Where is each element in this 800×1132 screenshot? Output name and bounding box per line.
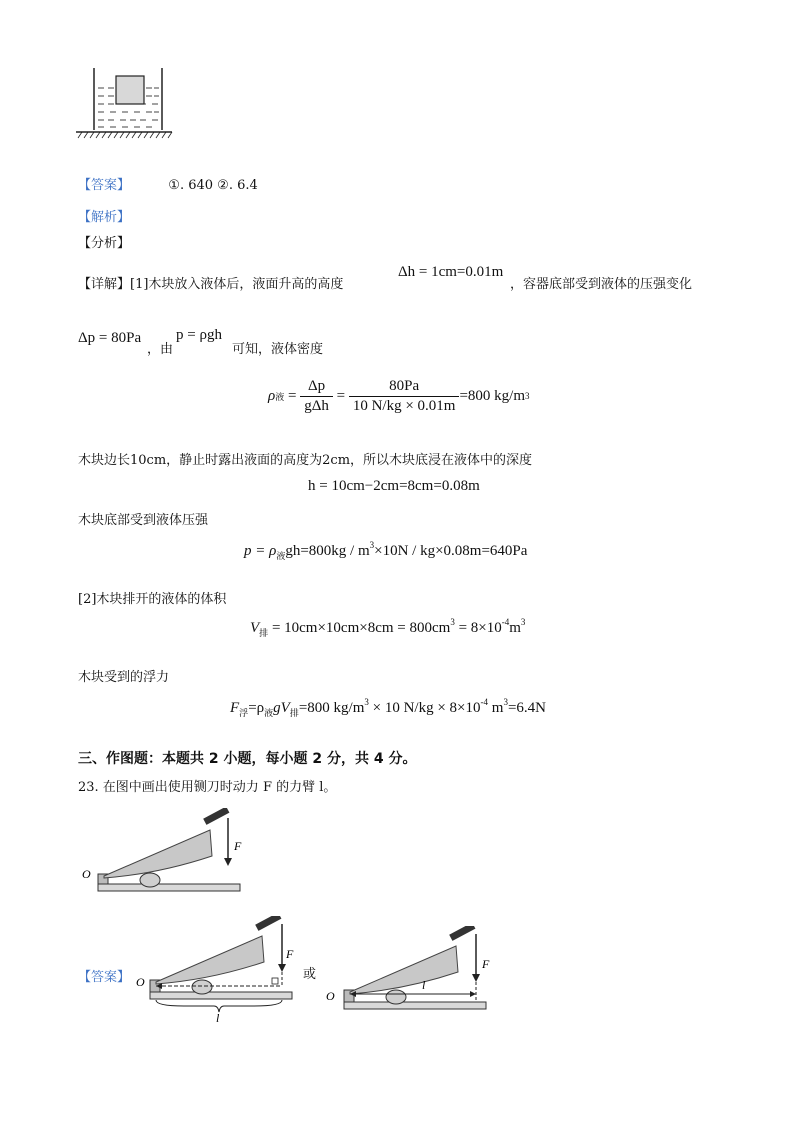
f-exp-3: 3	[503, 697, 508, 707]
p-eq-rhs: ×10N / kg×0.08m=640Pa	[374, 543, 528, 559]
f-mid4: × 10 N/kg × 8×10	[368, 700, 481, 716]
answer-values: ①. 640 ②. 6.4	[168, 178, 258, 193]
right-angle-mark	[272, 978, 278, 984]
detail-tag: 【详解】	[78, 277, 131, 292]
rho-result: =800 kg/m	[459, 387, 525, 404]
v-subscript: 排	[259, 628, 269, 638]
v-symbol: V	[250, 620, 260, 636]
label-f: F	[482, 957, 490, 971]
rho-subscript: 液	[275, 391, 285, 402]
arm-arrow-right	[470, 991, 476, 997]
volume-text: [2]木块排开的液体的体积	[78, 592, 227, 607]
p-eq-mid: gh=800kg / m	[285, 543, 370, 559]
label-f: F	[286, 947, 294, 961]
base-plate	[98, 884, 240, 891]
v-mid2: = 8×10	[454, 620, 502, 636]
q23-question: 23. 在图中画出使用铡刀时动力 F 的力臂 l。	[78, 780, 337, 795]
f-symbol: F	[230, 700, 240, 716]
frac2-denominator: 10 N/kg × 0.01m	[352, 397, 456, 414]
detail-line1-a: [1]木块放入液体后，液面升高的高度	[130, 277, 344, 292]
pressure-text: 木块底部受到液体压强	[78, 513, 209, 528]
pressure-equation	[244, 540, 527, 562]
buoyancy-equation	[230, 697, 546, 719]
volume-equation	[250, 617, 525, 639]
v-exp-1: 3	[450, 617, 455, 627]
delta-p-equation: Δp = 80Pa	[78, 330, 142, 346]
base-plate	[150, 992, 292, 999]
force-arrow-head	[278, 964, 286, 972]
label-o: O	[136, 975, 145, 989]
f-subscript-2: 液	[264, 708, 274, 718]
ground-hatch	[78, 132, 172, 138]
wooden-block	[116, 76, 144, 104]
v-exp-3: 3	[520, 617, 526, 627]
v-unit: m	[509, 620, 521, 636]
rho-symbol: ρ	[268, 387, 276, 404]
label-o: O	[82, 867, 91, 881]
analysis-tag: 【解析】	[78, 210, 131, 225]
handle	[203, 808, 229, 825]
container-block-figure	[68, 62, 178, 144]
force-arrow-head	[224, 858, 232, 866]
detail-line2-a: ，由	[147, 342, 174, 357]
f-mid5: m	[488, 700, 504, 716]
f-mid3: =800 kg/m	[298, 700, 365, 716]
roller	[386, 990, 406, 1004]
section3-heading: 三、作图题：本题共 2 小题，每小题 2 分，共 4 分。	[78, 751, 417, 767]
answer-figure-2	[322, 926, 490, 1018]
label-f: F	[234, 839, 242, 853]
buoyancy-text: 木块受到的浮力	[78, 670, 170, 685]
blade	[156, 936, 264, 984]
f-subscript: 浮	[239, 708, 249, 718]
p-eq-subscript: 液	[276, 551, 286, 561]
f-exp-2: -4	[480, 697, 489, 707]
roller	[140, 873, 160, 887]
detail-line-1	[78, 276, 343, 294]
block-depth-text: 木块边长10cm，静止时露出液面的高度为2cm，所以木块底浸在液体中的深度	[78, 453, 533, 468]
or-text: 或	[303, 967, 317, 982]
detail-line2-b: 可知，液体密度	[232, 342, 324, 357]
blade	[104, 830, 212, 878]
label-l: l	[216, 1011, 220, 1024]
v-exp-2: -4	[501, 617, 510, 627]
base-plate	[344, 1002, 486, 1009]
handle	[255, 916, 281, 931]
fenxi-tag: 【分析】	[78, 236, 131, 251]
p-eq-exponent: 3	[369, 540, 375, 550]
answer-figure-1	[134, 916, 296, 1024]
frac1-numerator: Δp	[300, 378, 333, 397]
guillotine-figure	[78, 808, 246, 900]
formula-p-rho-g-h: p = ρgh	[176, 327, 222, 343]
depth-equation: h = 10cm−2cm=8cm=0.08m	[308, 478, 480, 494]
delta-h-equation: Δh = 1cm=0.01m	[398, 264, 504, 280]
roller	[192, 980, 212, 994]
f-exp-1: 3	[364, 697, 369, 707]
fraction-delta-p-g-delta-h	[300, 378, 333, 415]
p-eq-lhs: p = ρ	[244, 543, 277, 559]
frac2-numerator: 80Pa	[349, 378, 460, 397]
blade	[350, 946, 458, 994]
answer-tag: 【答案】	[78, 178, 131, 193]
detail-line1-b: ，容器底部受到液体的压强变化	[510, 277, 693, 292]
q23-answer-tag: 【答案】	[78, 970, 131, 985]
f-subscript-3: 排	[289, 708, 299, 718]
f-mid2: gV	[273, 700, 290, 716]
density-equation: ρ 液 = $\frac{\Delta p}{\text{gΔh}}$ = $\frac{80Pa}{10 N/kg \times 0.01m}$ =800 kg/m 3	[268, 377, 530, 414]
f-result: =6.4N	[507, 700, 546, 716]
answer-row	[78, 177, 258, 195]
v-mid: = 10cm×10cm×8cm = 800cm	[268, 620, 451, 636]
handle	[449, 926, 475, 941]
rho-result-exponent: 3	[525, 391, 530, 401]
label-o: O	[326, 989, 335, 1003]
force-arrow-head	[472, 974, 480, 982]
f-mid1: =ρ	[248, 700, 265, 716]
label-l: l	[422, 978, 426, 992]
fraction-80pa	[349, 378, 460, 415]
frac1-denominator: gΔh	[304, 397, 329, 414]
